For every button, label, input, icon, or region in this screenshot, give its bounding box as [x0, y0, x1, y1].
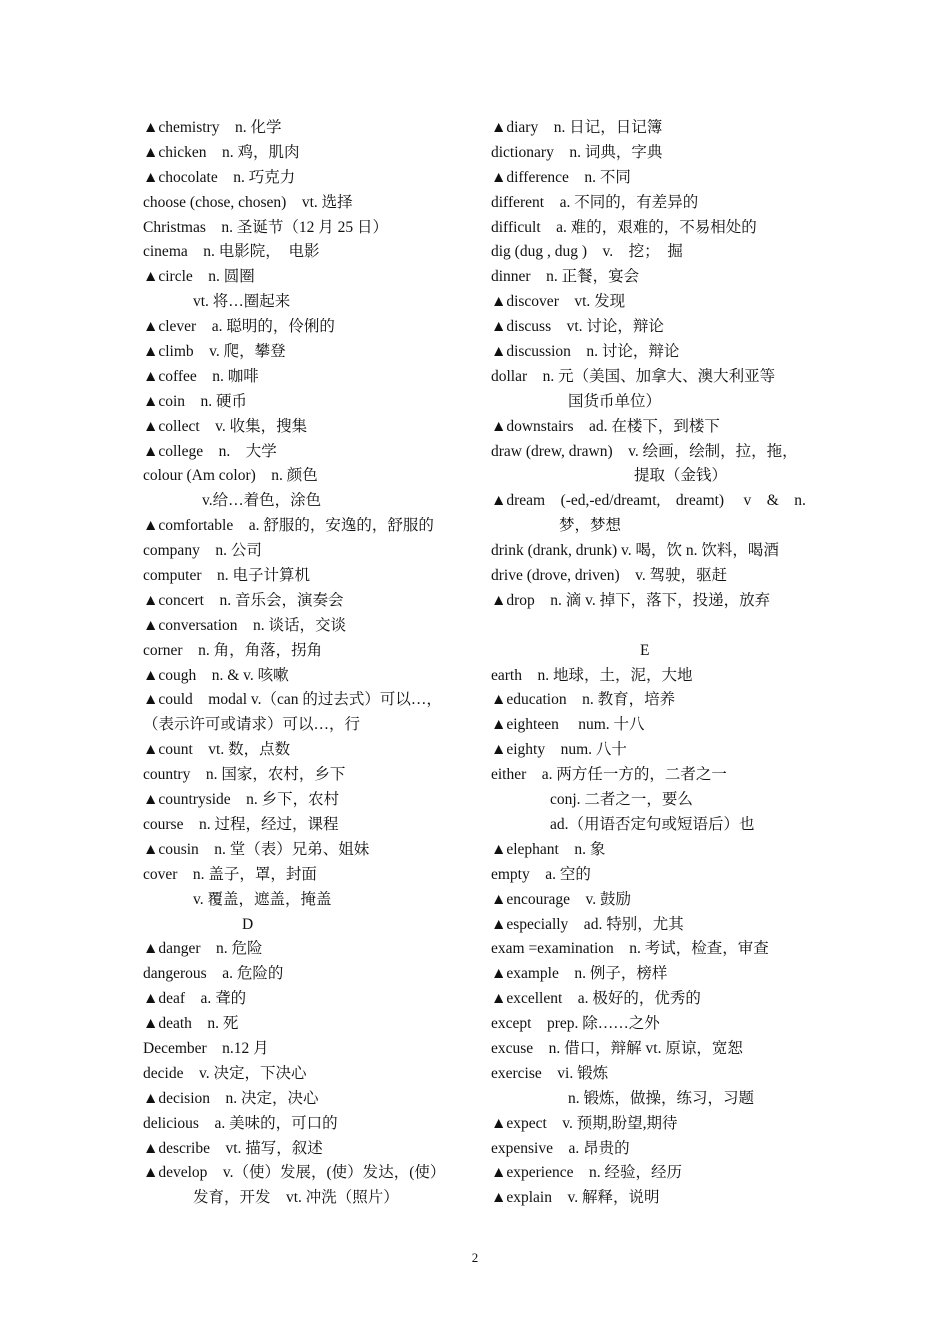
entry-line: ▲downstairs ad. 在楼下，到楼下: [491, 417, 720, 435]
entry-line: ▲especially ad. 特别，尤其: [491, 915, 684, 933]
entry-line: earth n. 地球，土，泥，大地: [491, 666, 693, 684]
entry-line: ▲clever a. 聪明的，伶俐的: [143, 318, 335, 336]
entry-line: dictionary n. 词典，字典: [491, 143, 663, 161]
entry-line: dinner n. 正餐，宴会: [491, 268, 640, 286]
entry-line: ▲deaf a. 聋的: [143, 990, 247, 1008]
entry-line: delicious a. 美味的，可口的: [143, 1114, 338, 1132]
entry-line: ▲discuss vt. 讨论，辩论: [491, 318, 664, 336]
entry-line: ▲chocolate n. 巧克力: [143, 168, 296, 186]
entry-line: ▲collect v. 收集，搜集: [143, 417, 308, 435]
entry-continuation: n. 锻炼，做操，练习，习题: [568, 1089, 755, 1107]
entry-line: ▲circle n. 圆圈: [143, 268, 255, 286]
entry-line: ▲example n. 例子，榜样: [491, 965, 668, 983]
section-letter-e: E: [640, 641, 650, 659]
entry-line: ▲could modal v.（can 的过去式）可以…，: [143, 691, 442, 709]
entry-line: ▲describe vt. 描写，叙述: [143, 1139, 323, 1157]
entry-line: ▲discover vt. 发现: [491, 293, 626, 311]
entry-line: ▲expect v. 预期,盼望,期待: [491, 1114, 678, 1132]
entry-line: ▲decision n. 决定，决心: [143, 1089, 319, 1107]
entry-continuation: 提取（金钱）: [634, 467, 728, 485]
entry-line: corner n. 角，角落，拐角: [143, 641, 323, 659]
entry-line: except prep. 除……之外: [491, 1015, 660, 1033]
entry-line: ▲develop v.（使）发展，(使）发达，(使）: [143, 1164, 446, 1182]
entry-line: difficult a. 难的，艰难的，不易相处的: [491, 218, 757, 236]
entry-line: cinema n. 电影院， 电影: [143, 243, 320, 261]
entry-line: ▲chicken n. 鸡，肌肉: [143, 143, 300, 161]
entry-continuation: 发育，开发 vt. 冲洗（照片）: [193, 1189, 399, 1207]
entry-continuation: 梦，梦想: [559, 517, 622, 535]
entry-line: ▲comfortable a. 舒服的，安逸的，舒服的: [143, 517, 434, 535]
left-column: [143, 116, 465, 1211]
entry-line: empty a. 空的: [491, 865, 591, 883]
entry-line: ▲cough n. & v. 咳嗽: [143, 666, 289, 684]
entry-line: colour (Am color) n. 颜色: [143, 467, 318, 485]
entry-line: ▲countryside n. 乡下，农村: [143, 791, 340, 809]
entry-line: ▲count vt. 数，点数: [143, 741, 291, 759]
entry-continuation: ad.（用语否定句或短语后）也: [550, 815, 755, 833]
entry-line: ▲encourage v. 鼓励: [491, 890, 632, 908]
entry-continuation: vt. 将…圈起来: [193, 293, 291, 311]
entry-line: ▲elephant n. 象: [491, 840, 606, 858]
entry-line: ▲eighteen num. 十八: [491, 716, 645, 734]
entry-continuation: v.给…着色，涂色: [202, 492, 322, 510]
entry-line: ▲diary n. 日记，日记簿: [491, 119, 663, 136]
entry-line: different a. 不同的，有差异的: [491, 193, 699, 211]
entry-line: ▲death n. 死: [143, 1015, 239, 1033]
entry-line: ▲drop n. 滴 v. 掉下，落下，投递，放弃: [491, 591, 771, 609]
entry-line: ▲eighty num. 八十: [491, 741, 627, 759]
entry-continuation: conj. 二者之一，要么: [550, 791, 693, 809]
entry-line: exam =examination n. 考试，检查，审查: [491, 940, 769, 958]
entry-continuation: v. 覆盖，遮盖，掩盖: [193, 890, 332, 908]
entry-continuation: （表示许可或请求）可以…，行: [143, 716, 361, 734]
entry-line: either a. 两方任一方的，二者之一: [491, 766, 727, 784]
entry-line: draw (drew, drawn) v. 绘画，绘制，拉，拖，: [491, 442, 798, 460]
entry-line: ▲difference n. 不同: [491, 168, 631, 186]
entry-line: ▲college n. 大学: [143, 442, 277, 460]
entry-line: ▲climb v. 爬，攀登: [143, 343, 286, 361]
entry-line: Christmas n. 圣诞节（12 月 25 日）: [143, 218, 388, 236]
section-letter-d: D: [242, 915, 254, 933]
entry-line: course n. 过程，经过，课程: [143, 815, 339, 833]
entry-line: drink (drank, drunk) v. 喝，饮 n. 饮料，喝酒: [491, 542, 779, 560]
entry-line: ▲conversation n. 谈话，交谈: [143, 616, 347, 634]
entry-line: ▲coin n. 硬币: [143, 392, 248, 410]
entry-line: ▲excellent a. 极好的，优秀的: [491, 990, 701, 1008]
entry-line: ▲education n. 教育，培养: [491, 691, 676, 709]
entry-line: dollar n. 元（美国、加拿大、澳大利亚等: [491, 367, 776, 385]
entry-line: computer n. 电子计算机: [143, 567, 311, 585]
entry-line: excuse n. 借口，辩解 vt. 原谅，宽恕: [491, 1039, 743, 1057]
entry-continuation: 国货币单位）: [568, 392, 662, 410]
entry-line: country n. 国家，农村，乡下: [143, 766, 346, 784]
page-number: 2: [471, 1250, 479, 1265]
entry-line: ▲chemistry n. 化学: [143, 119, 282, 136]
entry-line: exercise vi. 锻炼: [491, 1064, 609, 1082]
entry-line: ▲danger n. 危险: [143, 940, 263, 958]
entry-line: dig (dug , dug ) v. 挖； 掘: [491, 243, 683, 261]
blank-line: [491, 614, 813, 639]
entry-line: ▲dream (-ed,-ed/dreamt, dreamt) v & n.: [491, 492, 806, 510]
entry-line: dangerous a. 危险的: [143, 965, 284, 983]
entry-line: December n.12 月: [143, 1039, 269, 1057]
entry-line: cover n. 盖子，罩，封面: [143, 865, 317, 883]
entry-line: ▲cousin n. 堂（表）兄弟、姐妹: [143, 840, 370, 858]
entry-line: drive (drove, driven) v. 驾驶，驱赶: [491, 567, 728, 585]
entry-line: expensive a. 昂贵的: [491, 1139, 630, 1157]
entry-line: choose (chose, chosen) vt. 选择: [143, 193, 353, 211]
entry-line: ▲concert n. 音乐会，演奏会: [143, 591, 344, 609]
entry-line: ▲discussion n. 讨论，辩论: [491, 343, 680, 361]
entry-line: ▲explain v. 解释，说明: [491, 1189, 660, 1207]
entry-line: company n. 公司: [143, 542, 262, 560]
entry-line: ▲experience n. 经验，经历: [491, 1164, 682, 1182]
entry-line: ▲coffee n. 咖啡: [143, 367, 259, 385]
entry-line: decide v. 决定，下决心: [143, 1064, 307, 1082]
right-column: [491, 116, 813, 1211]
